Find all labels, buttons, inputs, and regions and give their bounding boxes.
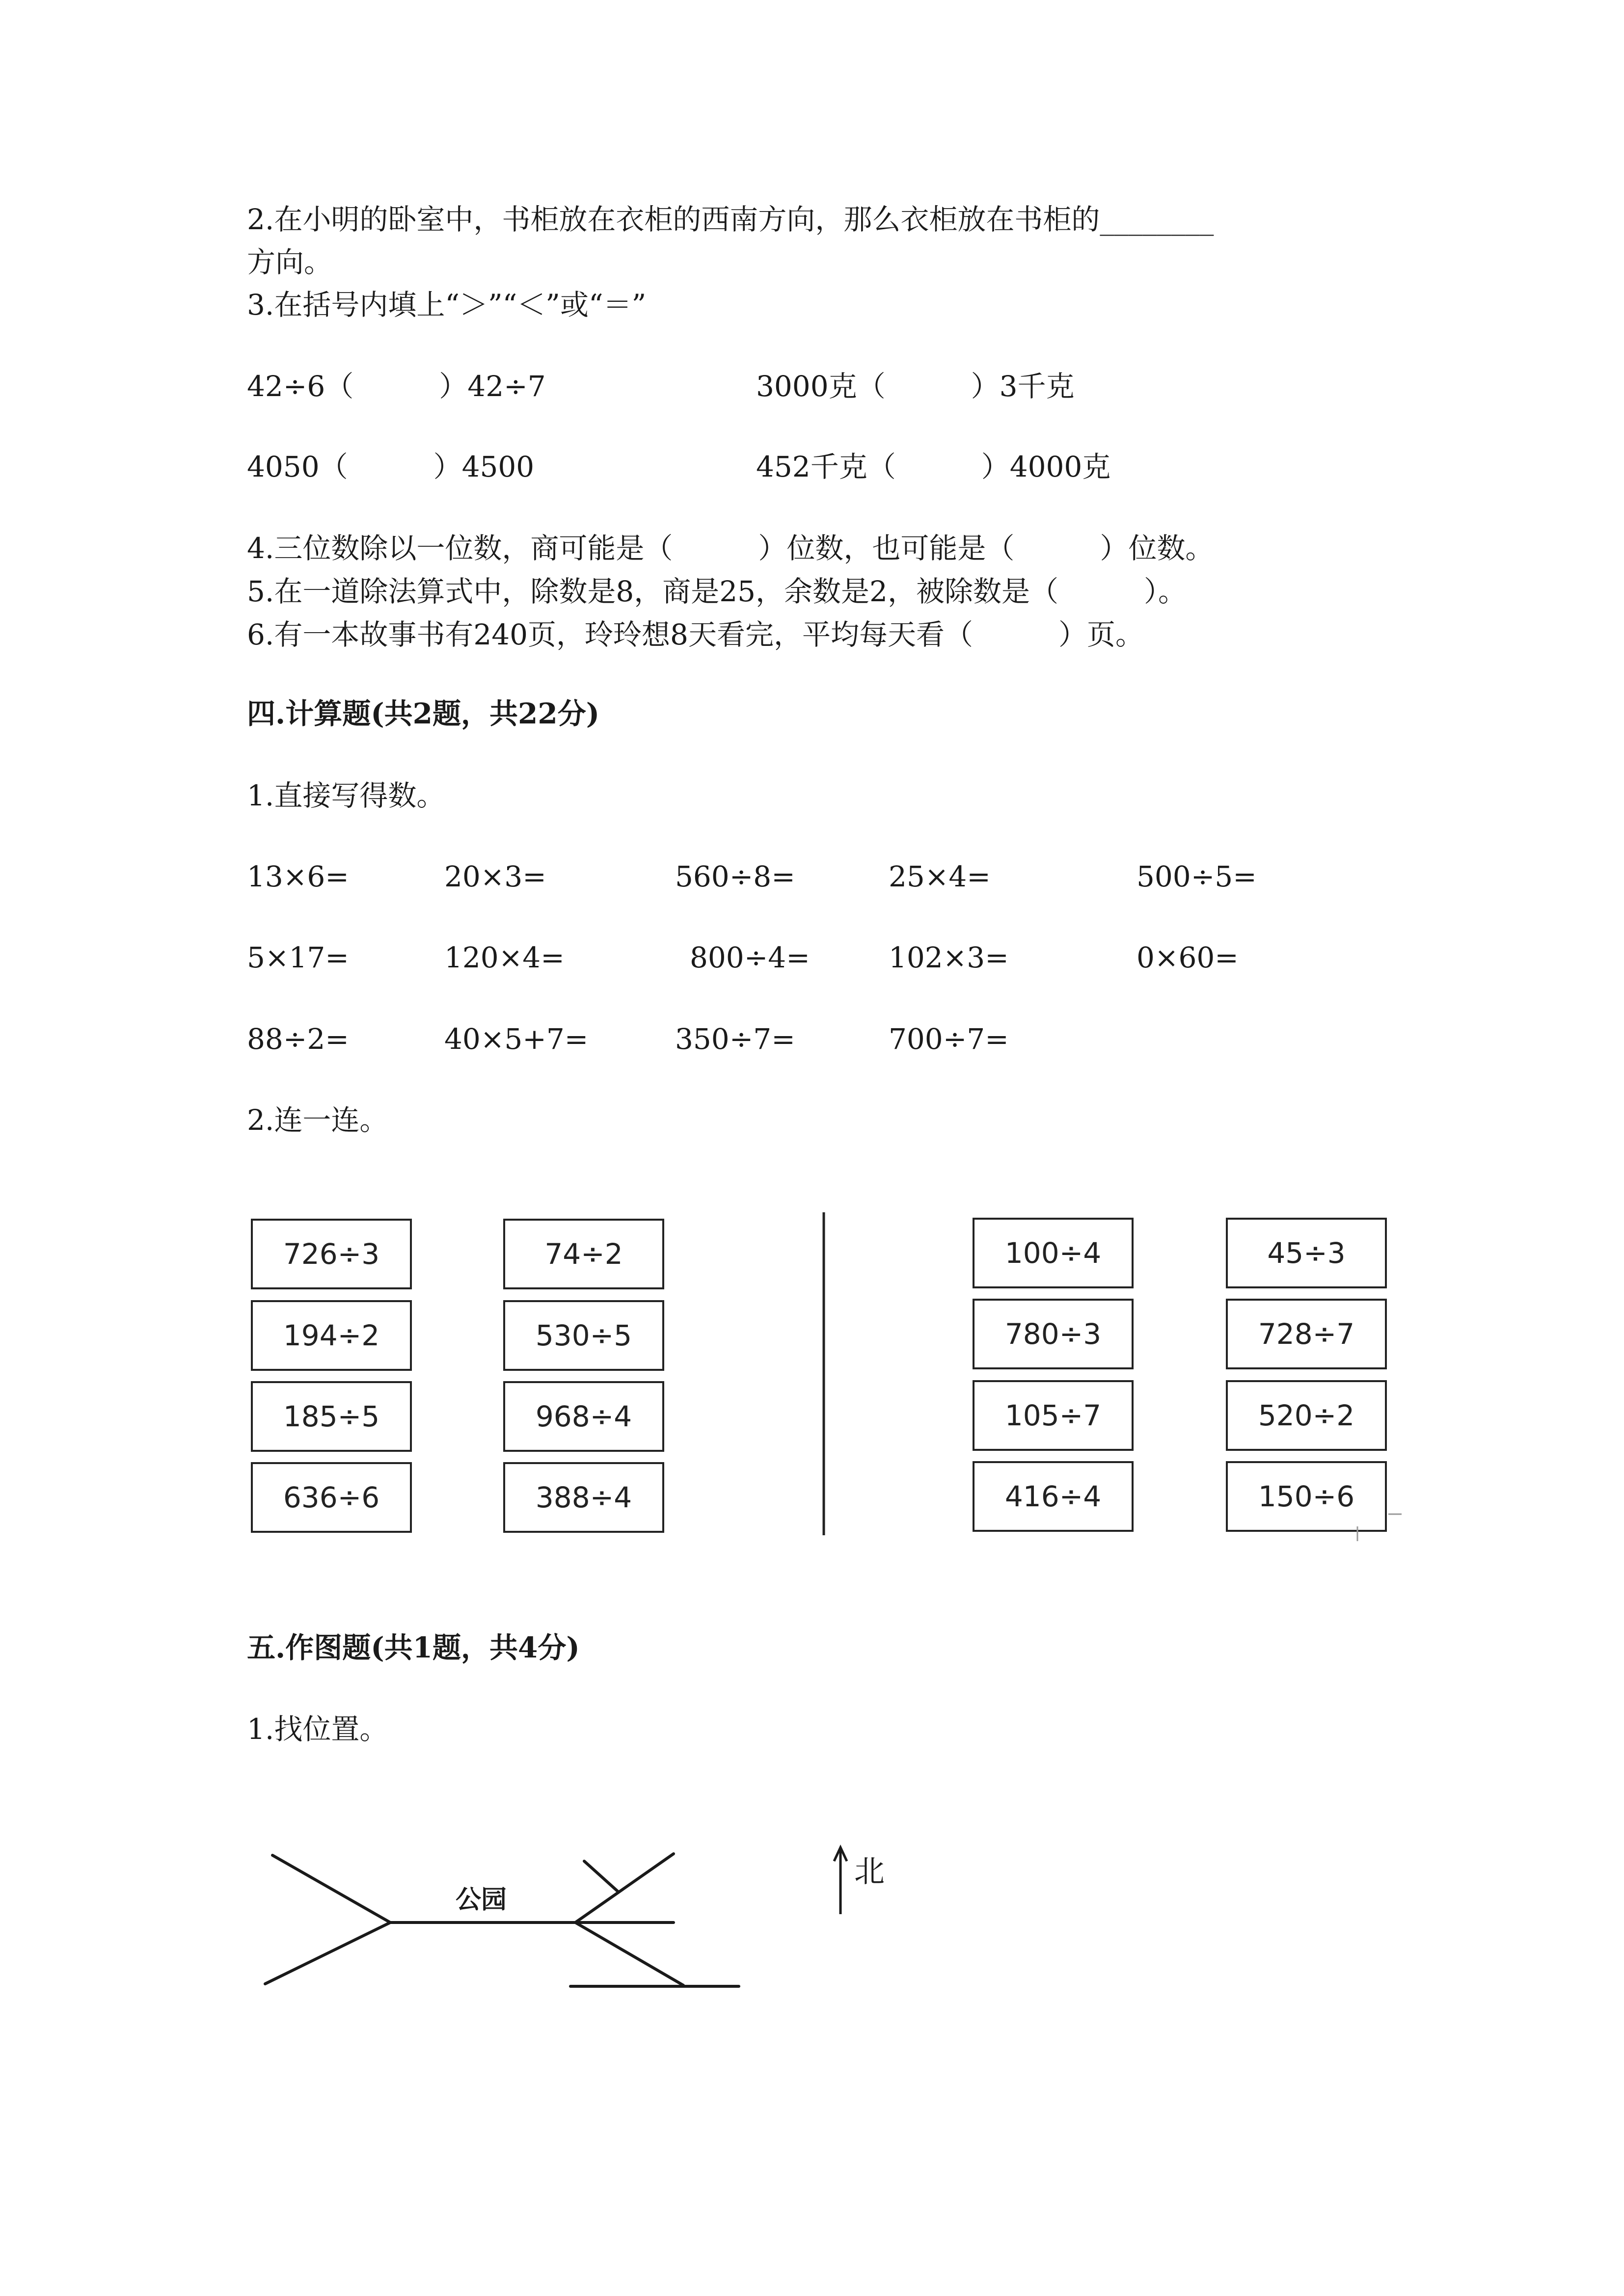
q3-item-1: 42÷6（ ）42÷7 (247, 370, 546, 403)
north-arrow-icon (834, 1847, 847, 1914)
match-box-left-a2[interactable]: 194÷2 (251, 1300, 412, 1371)
q3-title: 3.在括号内填上“＞”“＜”或“＝” (247, 288, 647, 321)
match-box-right-a1[interactable]: 100÷4 (973, 1218, 1134, 1288)
calc-item: 350÷7= (675, 1022, 795, 1056)
section5-p1-title: 1.找位置。 (247, 1712, 388, 1746)
calc-item: 102×3= (889, 941, 1009, 974)
calc-item: 88÷2= (247, 1022, 349, 1056)
calc-item: 120×4= (444, 941, 565, 974)
map-road (584, 1861, 619, 1892)
match-box-right-a2[interactable]: 780÷3 (973, 1299, 1134, 1369)
calc-item: 0×60= (1137, 941, 1239, 974)
park-label: 公园 (456, 1885, 507, 1915)
park-map (265, 1854, 739, 1986)
calc-item: 700÷7= (889, 1022, 1009, 1056)
calc-item: 500÷5= (1137, 860, 1257, 893)
match-box-right-b1[interactable]: 45÷3 (1226, 1218, 1387, 1288)
match-box-right-b3[interactable]: 520÷2 (1226, 1380, 1387, 1451)
map-road (265, 1922, 390, 1984)
map-road (575, 1854, 674, 1922)
match-box-right-a4[interactable]: 416÷4 (973, 1461, 1134, 1532)
match-box-left-b2[interactable]: 530÷5 (503, 1300, 664, 1371)
match-box-right-a3[interactable]: 105÷7 (973, 1380, 1134, 1451)
match-box-right-b2[interactable]: 728÷7 (1226, 1299, 1387, 1369)
calc-item: 20×3= (444, 860, 546, 893)
calc-item: 40×5+7= (444, 1022, 589, 1056)
calc-item: 560÷8= (675, 860, 795, 893)
section4-p2-title: 2.连一连。 (247, 1103, 388, 1137)
section5-title: 五.作图题(共1题，共4分) (247, 1631, 580, 1664)
match-box-left-b1[interactable]: 74÷2 (503, 1219, 664, 1289)
north-label: 北 (854, 1853, 885, 1889)
q3-item-2: 3000克（ ）3千克 (756, 370, 1075, 403)
match-box-left-a3[interactable]: 185÷5 (251, 1381, 412, 1452)
q4-text: 4.三位数除以一位数，商可能是（ ）位数，也可能是（ ）位数。 (247, 532, 1214, 565)
q5-text: 5.在一道除法算式中，除数是8，商是25，余数是2，被除数是（ ）。 (247, 575, 1187, 608)
calc-item: 13×6= (247, 860, 349, 893)
q6-text: 6.有一本故事书有240页，玲玲想8天看完，平均每天看（ ）页。 (247, 618, 1144, 651)
map-road (272, 1855, 390, 1922)
section4-title: 四.计算题(共2题，共22分) (247, 697, 600, 730)
match-box-left-b3[interactable]: 968÷4 (503, 1381, 664, 1452)
q2-line2: 方向。 (247, 245, 333, 279)
section4-p1-title: 1.直接写得数。 (247, 779, 445, 812)
map-road (575, 1922, 683, 1985)
q3-item-3: 4050（ ）4500 (247, 450, 535, 483)
q2-line1: 2.在小明的卧室中，书柜放在衣柜的西南方向，那么衣柜放在书柜的________ (247, 203, 1214, 236)
match-box-left-a1[interactable]: 726÷3 (251, 1219, 412, 1289)
match-box-left-a4[interactable]: 636÷6 (251, 1462, 412, 1533)
calc-item: 25×4= (889, 860, 991, 893)
match-box-left-b4[interactable]: 388÷4 (503, 1462, 664, 1533)
match-box-right-b4[interactable]: 150÷6 (1226, 1461, 1387, 1532)
calc-item: 800÷4= (690, 941, 810, 974)
calc-item: 5×17= (247, 941, 349, 974)
q3-item-4: 452千克（ ）4000克 (756, 450, 1111, 483)
